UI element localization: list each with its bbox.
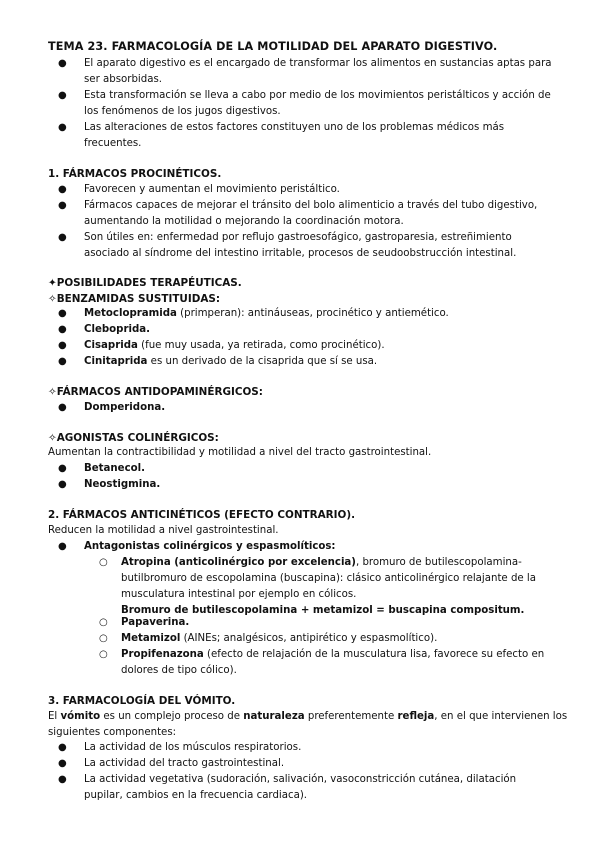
drug-desc: es un derivado de la cisaprida que sí se usa.: [147, 356, 378, 367]
section-heading: 2. FÁRMACOS ANTICINÉTICOS (EFECTO CONTRARIO).: [48, 509, 356, 521]
bullet-icon: ●: [58, 479, 67, 490]
list-item: [58, 338, 554, 354]
list-item-text: La actividad vegetativa (sudoración, salivación, vasoconstricción cutánea, dilatación pupilar, cambios en la frecuencia cardiaca).: [84, 774, 517, 801]
list-item: [58, 772, 554, 804]
text-run: El: [48, 711, 61, 722]
list-item-text: Fármacos capaces de mejorar el tránsito del bolo alimenticio a través del tubo digestivo, aumentando la motilidad o mejorando la coordinación motora.: [84, 200, 538, 227]
list-item-text: Favorecen y aumentan el movimiento peristáltico.: [84, 184, 340, 195]
ring-bullet-icon: ○: [99, 617, 108, 628]
drug-desc: (fue muy usada, ya retirada, como procinético).: [137, 340, 385, 351]
bullet-icon: ●: [58, 308, 67, 319]
drug-name: Metoclopramida: [84, 308, 177, 319]
text-bold: vómito: [60, 711, 101, 722]
drug-name: Atropina (anticolinérgico por excelencia): [121, 557, 356, 568]
drug-formula: Bromuro de butilescopolamina + metamizol = buscapina compositum.: [121, 605, 525, 616]
bullet-icon: ●: [58, 774, 67, 785]
list-item-text: La actividad de los músculos respiratorios.: [84, 742, 302, 753]
list-item: [58, 230, 554, 262]
text-bold: refleja: [397, 711, 435, 722]
drug-name: Neostigmina.: [84, 479, 161, 490]
list-item-text: Esta transformación se lleva a cabo por medio de los movimientos peristálticos y acción de los fenómenos de los jugos digestivos.: [84, 90, 551, 117]
paragraph: Reducen la motilidad a nivel gastrointestinal.: [48, 525, 279, 536]
list-item-text: Son útiles en: enfermedad por reflujo gastroesofágico, gastroparesia, estreñimiento asociado al síndrome del intestino irritable, procesos de seudoobstrucción intestinal.: [84, 232, 517, 259]
sublist-item: [99, 647, 551, 679]
drug-name: Cleboprida.: [84, 324, 151, 335]
bullet-icon: ●: [58, 356, 67, 367]
drug-name: Metamizol: [121, 633, 181, 644]
sublist-item: [99, 631, 551, 647]
bullet-icon: ●: [58, 402, 67, 413]
list-item: [58, 740, 554, 756]
list-item: [58, 354, 554, 370]
list-item: [58, 306, 554, 322]
bullet-icon: ●: [58, 122, 67, 133]
bullet-icon: ●: [58, 184, 67, 195]
list-item: [58, 322, 554, 338]
drug-name: Papaverina.: [121, 617, 190, 628]
text-run: preferentemente: [304, 711, 398, 722]
text-bold: naturaleza: [243, 711, 305, 722]
list-item: [58, 539, 554, 555]
ring-bullet-icon: ○: [99, 557, 108, 568]
subsection-heading: ✧BENZAMIDAS SUSTITUIDAS:: [48, 293, 221, 305]
document-title: TEMA 23. FARMACOLOGÍA DE LA MOTILIDAD DEL APARATO DIGESTIVO.: [48, 40, 498, 53]
bullet-icon: ●: [58, 758, 67, 769]
drug-name: Propifenazona: [121, 649, 204, 660]
bullet-icon: ●: [58, 541, 67, 552]
drug-desc: , bromuro de butilescopolamina-butilbromuro de escopolamina (buscapina): clásico anticolinérgico relajante de la musculatura intestinal por ejemplo en cólicos.: [121, 557, 536, 600]
bullet-icon: ●: [58, 90, 67, 101]
drug-name: Domperidona.: [84, 402, 166, 413]
list-item: [58, 120, 554, 152]
list-item: [58, 756, 554, 772]
list-item-text: Antagonistas colinérgicos y espasmolíticos:: [84, 541, 336, 552]
bullet-icon: ●: [58, 200, 67, 211]
bullet-icon: ●: [58, 232, 67, 243]
drug-name: Cisaprida: [84, 340, 138, 351]
subsection-heading: ✧AGONISTAS COLINÉRGICOS:: [48, 432, 219, 444]
list-item: [58, 400, 554, 416]
drug-name: Betanecol.: [84, 463, 145, 474]
subsection-heading: ✦POSIBILIDADES TERAPÉUTICAS.: [48, 277, 242, 289]
bullet-icon: ●: [58, 340, 67, 351]
list-item: [58, 56, 554, 88]
list-item-text: La actividad del tracto gastrointestinal.: [84, 758, 285, 769]
bullet-icon: ●: [58, 463, 67, 474]
list-item: [58, 198, 554, 230]
paragraph: Aumentan la contractibilidad y motilidad a nivel del tracto gastrointestinal.: [48, 447, 432, 458]
section-heading: 3. FARMACOLOGÍA DEL VÓMITO.: [48, 695, 236, 707]
list-item: [58, 461, 554, 477]
text-run: es un complejo proceso de: [100, 711, 244, 722]
text-run: , en el que intervienen los siguientes componentes:: [48, 711, 568, 738]
subsection-heading: ✧FÁRMACOS ANTIDOPAMINÉRGICOS:: [48, 386, 263, 398]
bullet-icon: ●: [58, 324, 67, 335]
drug-desc: (AINEs; analgésicos, antipirético y espasmolítico).: [180, 633, 438, 644]
section-heading: 1. FÁRMACOS PROCINÉTICOS.: [48, 168, 222, 180]
bullet-icon: ●: [58, 742, 67, 753]
drug-desc: (efecto de relajación de la musculatura lisa, favorece su efecto en dolores de tipo cólico).: [121, 649, 545, 676]
list-item-text: Las alteraciones de estos factores constituyen uno de los problemas médicos más frecuentes.: [84, 122, 505, 149]
list-item-text: El aparato digestivo es el encargado de transformar los alimentos en sustancias aptas para ser absorbidas.: [84, 58, 552, 85]
ring-bullet-icon: ○: [99, 633, 108, 644]
list-item: [58, 88, 554, 120]
drug-desc: (primperan): antináuseas, procinético y antiemético.: [176, 308, 449, 319]
ring-bullet-icon: ○: [99, 649, 108, 660]
list-item: [58, 477, 554, 493]
drug-name: Cinitaprida: [84, 356, 148, 367]
sublist-item: [99, 555, 551, 619]
paragraph: [48, 709, 568, 741]
bullet-icon: ●: [58, 58, 67, 69]
sublist-item: [99, 615, 551, 631]
list-item: [58, 182, 554, 198]
